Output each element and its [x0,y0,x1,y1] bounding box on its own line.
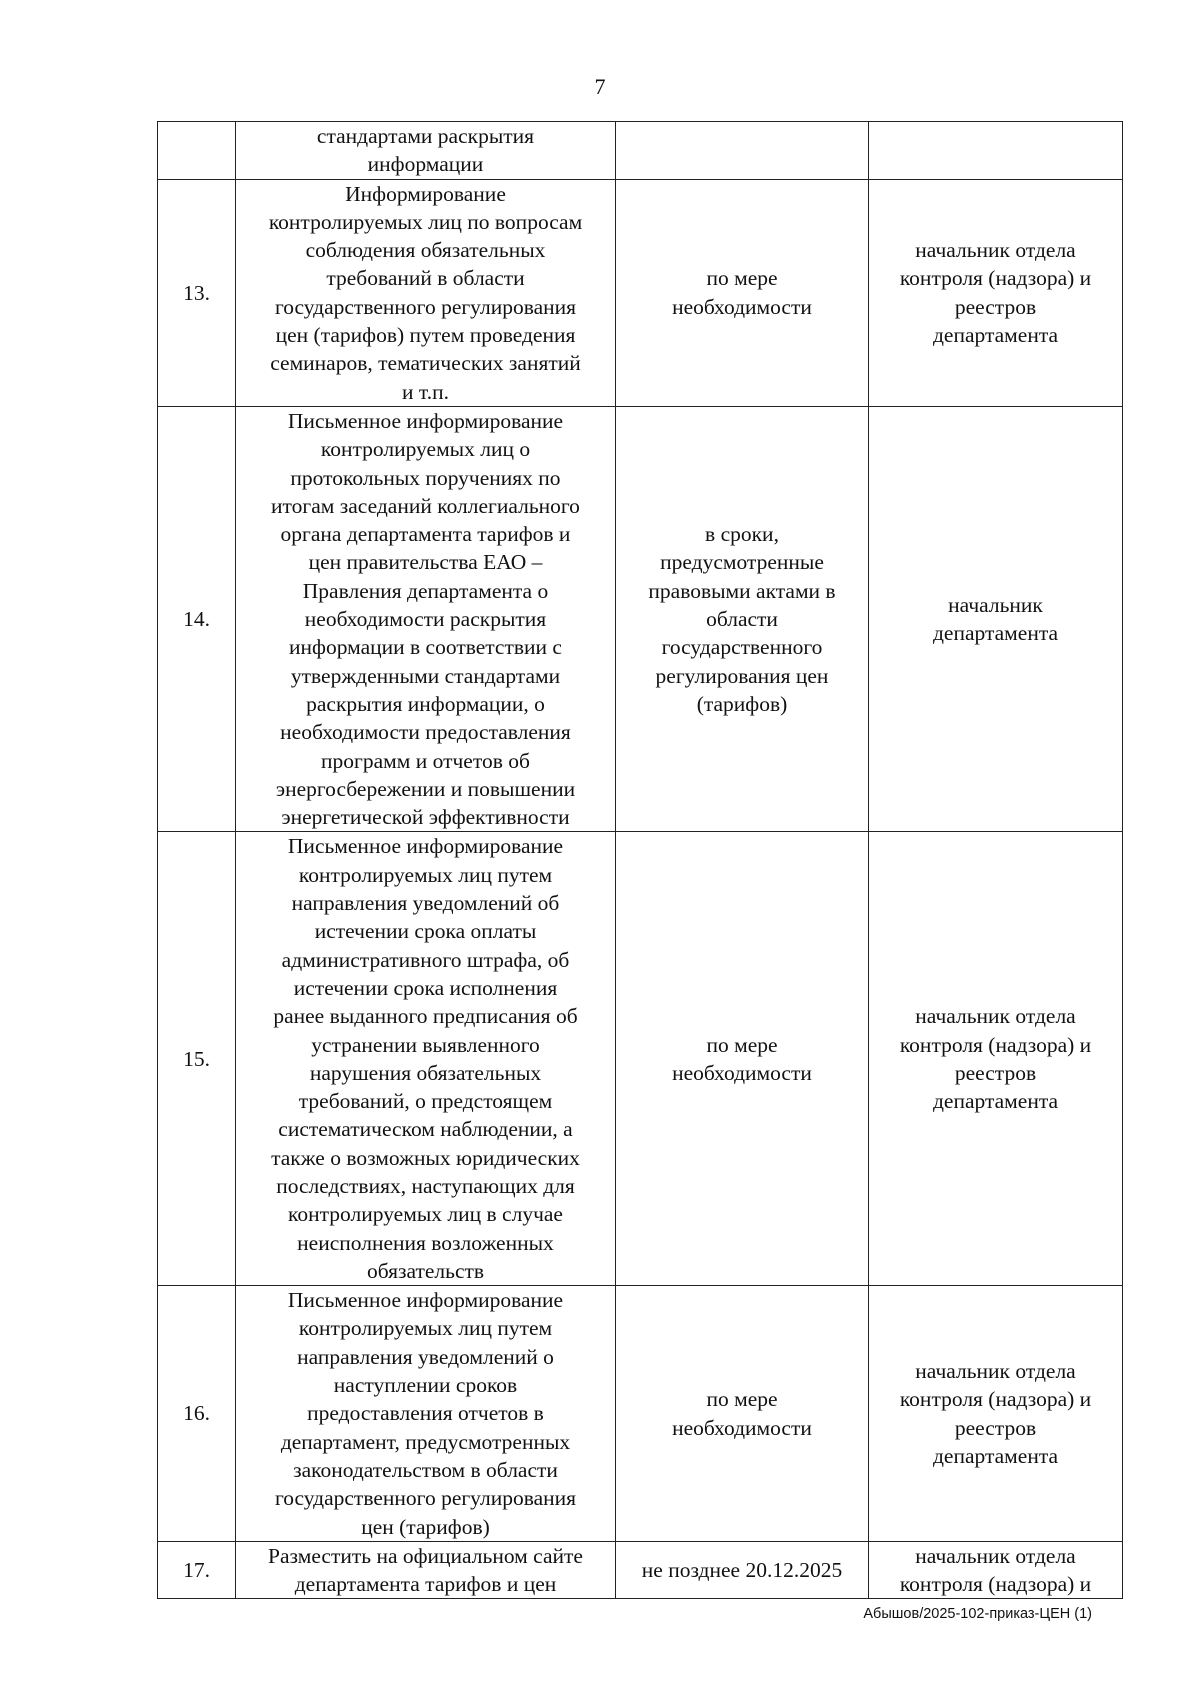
term-cell [616,179,869,406]
row-number-cell: 17. [158,1541,236,1599]
activity-line: департамент, предусмотренных [280,1429,571,1454]
responsible-cell [869,1286,1123,1542]
term-line: по мере [706,1032,778,1057]
table-row [158,1286,1123,1542]
activity-line: контролируемых лиц по вопросам [268,209,583,234]
activity-line: и т.п. [402,379,449,404]
term-line: предусмотренные [660,550,824,575]
activity-line: наступлении сроков [333,1373,518,1398]
activity-line: истечении срока исполнения [293,975,558,1000]
activity-line: программ и отчетов об [321,748,530,773]
term-line: необходимости [672,1415,812,1440]
activity-line: нарушения обязательных [309,1060,542,1085]
activity-line: цен (тарифов) путем проведения [275,323,576,348]
activity-table-body [158,122,1123,1599]
activity-line: итогам заседаний коллегиального [271,493,580,518]
activity-line: направления уведомлений об [291,891,560,916]
activity-line: требований в области [326,266,525,291]
term-line: по мере [706,266,778,291]
activity-line: семинаров, тематических занятий [270,351,581,376]
activity-line: требований, о предстоящем [298,1089,553,1114]
activity-line: направления уведомлений о [297,1344,554,1369]
responsible-line: реестров [954,294,1037,319]
page-number: 7 [594,74,606,99]
activity-line: Письменное информирование [287,834,564,859]
term-cell [616,832,869,1286]
term-line: области [706,607,778,632]
table-row [158,179,1123,406]
activity-line: цен (тарифов) [361,1514,490,1539]
activity-line: энергетической эффективности [281,805,570,830]
responsible-cell [869,832,1123,1286]
row-number-cell [158,122,236,180]
responsible-cell [869,406,1123,831]
term-cell [616,1541,869,1599]
activity-line: раскрытия информации, о [306,691,545,716]
activity-line: утвержденными стандартами [290,663,561,688]
term-cell [616,406,869,831]
activity-line: соблюдения обязательных [305,238,546,263]
responsible-line: начальник отдела [915,238,1076,263]
activity-line: законодательством в области [293,1457,558,1482]
activity-cell [236,1286,616,1542]
activity-line: департамента тарифов и цен [294,1572,557,1597]
responsible-line: департамента [932,621,1059,646]
activity-line: Письменное информирование [287,408,564,433]
responsible-line: реестров [954,1415,1037,1440]
activity-line: последствиях, наступающих для [276,1173,575,1198]
activity-line: систематическом наблюдении, а [278,1117,573,1142]
activity-line: ранее выданного предписания об [273,1004,578,1029]
activity-line: контролируемых лиц путем [298,862,553,887]
responsible-line: начальник отдела [915,1004,1076,1029]
document-footer: Абышов/2025-102-приказ-ЦЕН (1) [863,1606,1092,1622]
activity-line: неисполнения возложенных [297,1230,554,1255]
activity-line: органа департамента тарифов и [280,522,571,547]
responsible-line: департамента [932,1443,1059,1468]
activity-line: Правления департамента о [302,578,549,603]
responsible-line: департамента [932,323,1059,348]
table-row [158,406,1123,831]
responsible-line: контроля (надзора) и [899,1387,1092,1412]
term-line: государственного [661,635,823,660]
responsible-line: начальник отдела [915,1358,1076,1383]
activity-line: истечении срока оплаты [314,919,537,944]
row-number-cell: 14. [158,406,236,831]
table-row [158,1541,1123,1599]
activity-line: Информирование [345,181,506,206]
responsible-line: начальник отдела [915,1543,1076,1568]
activity-line: информации [367,152,484,177]
activity-line: стандартами раскрытия [316,124,535,148]
responsible-line: департамента [932,1089,1059,1114]
row-number-cell: 16. [158,1286,236,1542]
responsible-line: контроля (надзора) и [899,1572,1092,1597]
activity-cell [236,179,616,406]
activity-cell [236,832,616,1286]
activity-line: энергосбережении и повышении [275,776,576,801]
activity-line: предоставления отчетов в [307,1401,544,1426]
activity-line: государственного регулирования [274,294,577,319]
table-row [158,122,1123,180]
responsible-cell [869,179,1123,406]
activity-line: информации в соответствии с [289,635,562,660]
table-row [158,832,1123,1286]
activity-line: контролируемых лиц в случае [288,1202,563,1227]
activity-line: контролируемых лиц путем [298,1316,553,1341]
term-line: регулирования цен [655,663,829,688]
responsible-line: контроля (надзора) и [899,266,1092,291]
activity-line: необходимости раскрытия [304,607,547,632]
activity-line: государственного регулирования [274,1486,577,1511]
term-line: не позднее 20.12.2025 [641,1557,843,1582]
activity-cell [236,1541,616,1599]
activity-line: Письменное информирование [287,1288,564,1313]
activity-line: цен правительства ЕАО – [308,550,543,575]
activity-line: административного штрафа, об [281,947,570,972]
activity-line: протокольных поручениях по [290,465,561,490]
term-line: по мере [706,1387,778,1412]
row-number-cell: 13. [158,179,236,406]
row-number-cell: 15. [158,832,236,1286]
term-line: необходимости [672,294,812,319]
term-line: необходимости [672,1060,812,1085]
activity-line: устранении выявленного [311,1032,540,1057]
activity-line: также о возможных юридических [271,1145,580,1170]
activity-cell [236,122,616,180]
responsible-cell [869,1541,1123,1599]
responsible-cell [869,122,1123,180]
responsible-line: реестров [954,1060,1037,1085]
activity-line: обязательств [366,1258,485,1283]
term-line: в сроки, [705,522,779,547]
activity-line: необходимости предоставления [280,720,571,745]
responsible-line: контроля (надзора) и [899,1032,1092,1057]
term-line: (тарифов) [696,691,788,716]
term-cell [616,122,869,180]
activity-line: Разместить на официальном сайте [268,1543,583,1568]
activity-line: контролируемых лиц о [320,437,531,462]
responsible-line: начальник [948,592,1043,617]
term-cell [616,1286,869,1542]
activity-table [157,121,1123,1599]
term-line: правовыми актами в [648,578,836,603]
activity-cell [236,406,616,831]
